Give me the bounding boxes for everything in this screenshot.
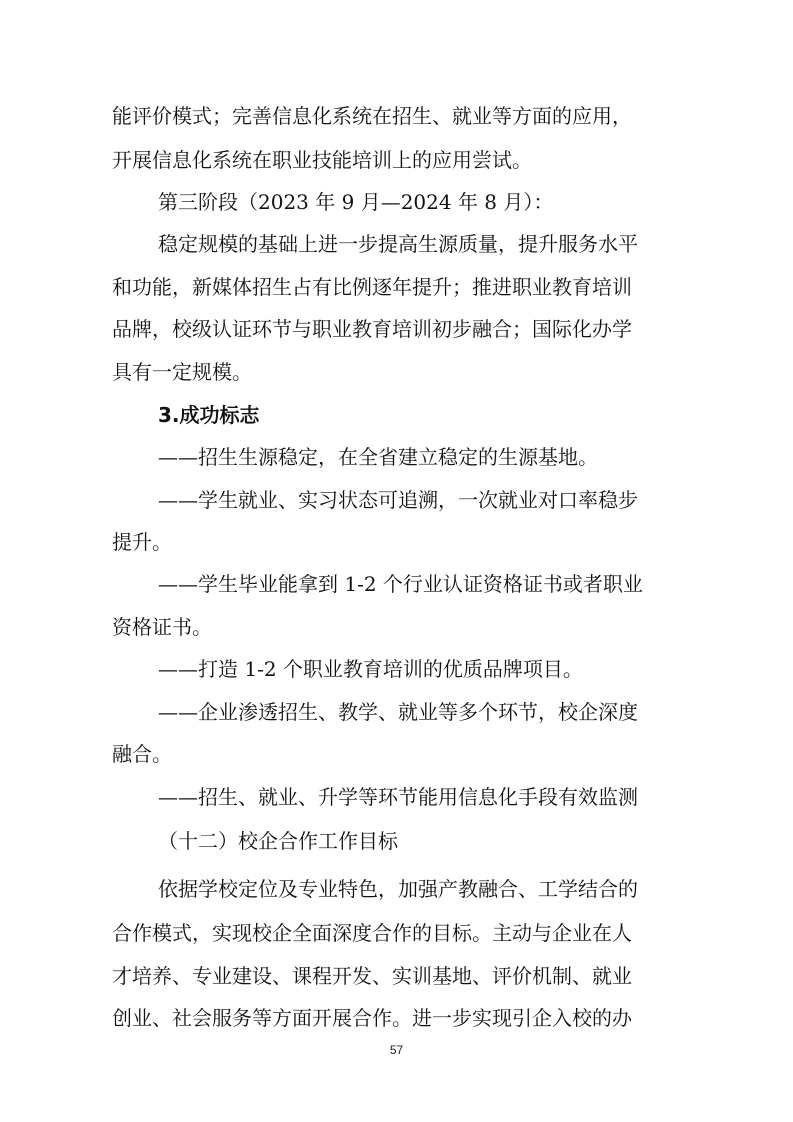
text-line: ——招生、就业、升学等环节能用信息化手段有效监测 — [158, 785, 638, 809]
text-line: 依据学校定位及专业特色，加强产教融合、工学结合的 — [158, 877, 638, 901]
text-line: 创业、社会服务等方面开展合作。进一步实现引企入校的办 — [112, 1006, 632, 1030]
subsection-heading: （十二）校企合作工作目标 — [158, 829, 398, 853]
text-line: 稳定规模的基础上进一步提高生源质量，提升服务水平 — [158, 232, 638, 256]
text-line: 能评价模式；完善信息化系统在招生、就业等方面的应用， — [112, 104, 632, 128]
text-line: ——招生生源稳定，在全省建立稳定的生源基地。 — [158, 445, 598, 469]
text-line: 第三阶段（2023 年 9 月—2024 年 8 月）： — [158, 190, 554, 214]
text-line: 才培养、专业建设、课程开发、实训基地、评价机制、就业 — [112, 964, 632, 988]
text-line: ——打造 1-2 个职业教育培训的优质品牌项目。 — [158, 657, 583, 681]
text-line: 融合。 — [112, 742, 172, 766]
text-line: 资格证书。 — [112, 615, 212, 639]
section-heading: 3.成功标志 — [158, 403, 260, 427]
text-line: 具有一定规模。 — [112, 360, 252, 384]
text-line: 和功能，新媒体招生占有比例逐年提升；推进职业教育培训 — [112, 275, 632, 299]
text-line: ——企业渗透招生、教学、就业等多个环节，校企深度 — [158, 700, 638, 724]
text-line: 合作模式，实现校企全面深度合作的目标。主动与企业在人 — [112, 921, 632, 945]
text-line: 开展信息化系统在职业技能培训上的应用尝试。 — [112, 148, 532, 172]
text-line: 提升。 — [112, 530, 172, 554]
text-line: ——学生毕业能拿到 1-2 个行业认证资格证书或者职业 — [158, 572, 643, 596]
page-number: 57 — [389, 1043, 404, 1057]
text-line: 品牌，校级认证环节与职业教育培训初步融合；国际化办学 — [112, 317, 632, 341]
text-line: ——学生就业、实习状态可追溯，一次就业对口率稳步 — [158, 488, 638, 512]
